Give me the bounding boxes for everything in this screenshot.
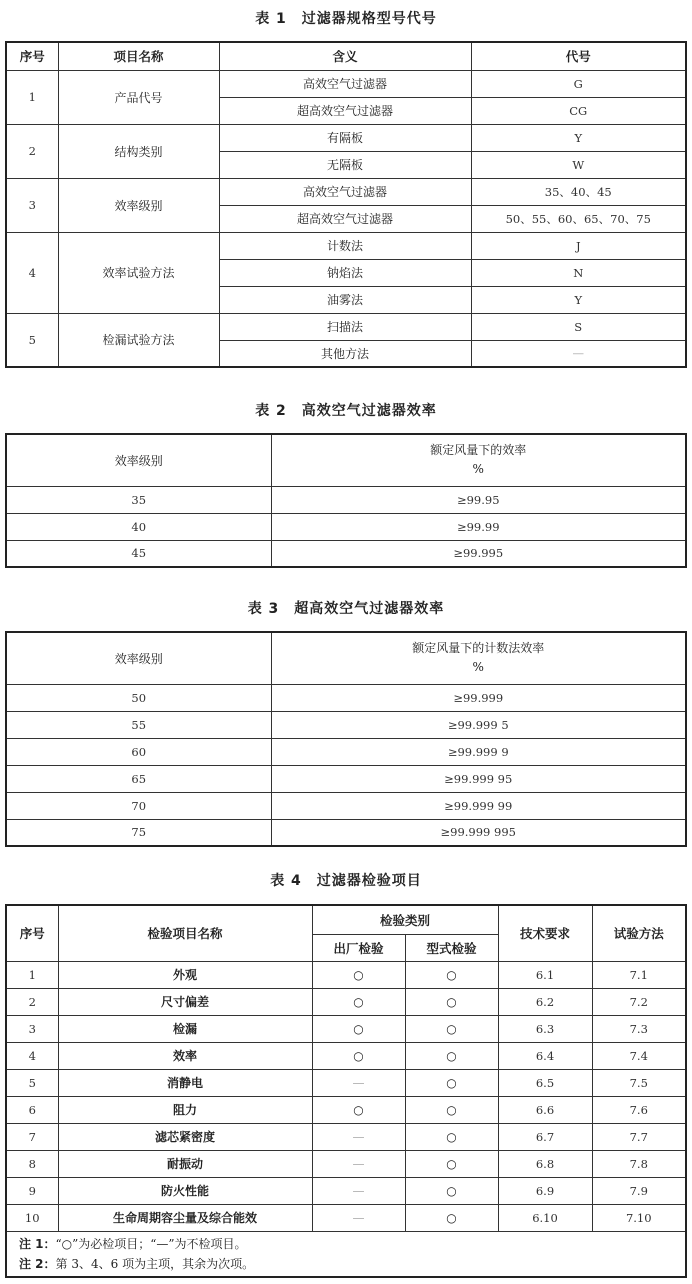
table1-meaning: 高效空气过滤器 bbox=[219, 70, 471, 97]
table2 bbox=[5, 433, 687, 568]
table4-type: ○ bbox=[405, 1150, 498, 1177]
table4-type: ○ bbox=[405, 1096, 498, 1123]
table4-no: 10 bbox=[6, 1204, 58, 1231]
table1-meaning: 超高效空气过滤器 bbox=[219, 205, 471, 232]
table1-item-name: 产品代号 bbox=[58, 70, 219, 124]
table4-factory: — bbox=[312, 1069, 405, 1096]
table1-code: G bbox=[471, 70, 686, 97]
note-label: 注 2： bbox=[19, 1256, 56, 1271]
table3-header-unit: % bbox=[472, 660, 484, 675]
table1-code: CG bbox=[471, 97, 686, 124]
table-row bbox=[6, 1123, 686, 1150]
table1 bbox=[5, 41, 687, 368]
table4-factory: ○ bbox=[312, 1042, 405, 1069]
table-row bbox=[6, 684, 686, 711]
table1-meaning: 其他方法 bbox=[219, 340, 471, 367]
table-row bbox=[6, 1177, 686, 1204]
table1-header-row bbox=[6, 42, 686, 70]
table-row bbox=[6, 765, 686, 792]
table1-meaning: 有隔板 bbox=[219, 124, 471, 151]
table2-efficiency: ≥99.995 bbox=[271, 540, 686, 567]
table4-item: 外观 bbox=[58, 961, 312, 988]
table3-title: 表 3 超高效空气过滤器效率 bbox=[247, 601, 445, 617]
table1-meaning: 超高效空气过滤器 bbox=[219, 97, 471, 124]
table4-tech: 6.6 bbox=[498, 1096, 592, 1123]
table1-title: 表 1 过滤器规格型号代号 bbox=[255, 11, 437, 27]
table4-tech: 6.5 bbox=[498, 1069, 592, 1096]
table-row bbox=[6, 1069, 686, 1096]
table4-notes-row bbox=[6, 1231, 686, 1277]
table1-code: — bbox=[471, 340, 686, 367]
table1-header-item: 项目名称 bbox=[58, 42, 219, 70]
table4-item: 耐振动 bbox=[58, 1150, 312, 1177]
table2-grade: 45 bbox=[6, 540, 271, 567]
table4-factory: ○ bbox=[312, 988, 405, 1015]
table-row bbox=[6, 313, 686, 340]
table2-header-efficiency-label: 额定风量下的效率 bbox=[430, 443, 527, 458]
table1-code: 35、40、45 bbox=[471, 178, 686, 205]
table4-factory: ○ bbox=[312, 961, 405, 988]
table1-meaning: 高效空气过滤器 bbox=[219, 178, 471, 205]
note-text: 第 3、4、6 项为主项，其余为次项。 bbox=[55, 1256, 255, 1271]
table4-item: 效率 bbox=[58, 1042, 312, 1069]
table3-grade: 50 bbox=[6, 684, 271, 711]
table3-header-efficiency bbox=[271, 632, 686, 684]
table-row bbox=[6, 1015, 686, 1042]
table1-code: W bbox=[471, 151, 686, 178]
table4-title: 表 4 过滤器检验项目 bbox=[270, 873, 422, 889]
table1-header-code: 代号 bbox=[471, 42, 686, 70]
table-row bbox=[6, 1096, 686, 1123]
table4-no: 9 bbox=[6, 1177, 58, 1204]
table4-method: 7.7 bbox=[592, 1123, 686, 1150]
table1-code: 50、55、60、65、70、75 bbox=[471, 205, 686, 232]
table4-factory: ○ bbox=[312, 1015, 405, 1042]
table4-item: 尺寸偏差 bbox=[58, 988, 312, 1015]
table4 bbox=[5, 904, 687, 1278]
table1-code: N bbox=[471, 259, 686, 286]
table4-type: ○ bbox=[405, 988, 498, 1015]
table4-type: ○ bbox=[405, 1204, 498, 1231]
table-row bbox=[6, 486, 686, 513]
table1-code: S bbox=[471, 313, 686, 340]
table2-title: 表 2 高效空气过滤器效率 bbox=[255, 403, 437, 419]
table1-meaning: 扫描法 bbox=[219, 313, 471, 340]
table-row bbox=[6, 711, 686, 738]
table4-header-method: 试验方法 bbox=[592, 905, 686, 961]
note-label: 注 1： bbox=[19, 1236, 56, 1251]
table1-code: Y bbox=[471, 124, 686, 151]
table1-meaning: 无隔板 bbox=[219, 151, 471, 178]
table4-no: 3 bbox=[6, 1015, 58, 1042]
table1-item-name: 检漏试验方法 bbox=[58, 313, 219, 367]
table3-header-row bbox=[6, 632, 686, 684]
table4-type: ○ bbox=[405, 1069, 498, 1096]
table4-item: 生命周期容尘量及综合能效 bbox=[58, 1204, 312, 1231]
table1-code: Y bbox=[471, 286, 686, 313]
table4-tech: 6.10 bbox=[498, 1204, 592, 1231]
table4-factory: — bbox=[312, 1150, 405, 1177]
table4-header-item: 检验项目名称 bbox=[58, 905, 312, 961]
table3-efficiency: ≥99.999 995 bbox=[271, 819, 686, 846]
table3-grade: 70 bbox=[6, 792, 271, 819]
table4-method: 7.6 bbox=[592, 1096, 686, 1123]
table4-tech: 6.7 bbox=[498, 1123, 592, 1150]
table4-type: ○ bbox=[405, 1123, 498, 1150]
table1-meaning: 油雾法 bbox=[219, 286, 471, 313]
table-row bbox=[6, 178, 686, 205]
table3-grade: 60 bbox=[6, 738, 271, 765]
table4-note-2 bbox=[19, 1254, 685, 1274]
table3-efficiency: ≥99.999 5 bbox=[271, 711, 686, 738]
table-row bbox=[6, 1150, 686, 1177]
table4-tech: 6.9 bbox=[498, 1177, 592, 1204]
table-row bbox=[6, 819, 686, 846]
table4-no: 2 bbox=[6, 988, 58, 1015]
table2-header-efficiency bbox=[271, 434, 686, 486]
table4-header-factory: 出厂检验 bbox=[312, 934, 405, 961]
table4-no: 5 bbox=[6, 1069, 58, 1096]
table2-grade: 40 bbox=[6, 513, 271, 540]
table-row bbox=[6, 792, 686, 819]
table1-item-name: 效率试验方法 bbox=[58, 232, 219, 313]
table4-factory: — bbox=[312, 1123, 405, 1150]
table-row bbox=[6, 988, 686, 1015]
table2-efficiency: ≥99.95 bbox=[271, 486, 686, 513]
table4-item: 阻力 bbox=[58, 1096, 312, 1123]
note-text: “○”为必检项目；“—”为不检项目。 bbox=[55, 1236, 247, 1251]
table-row bbox=[6, 70, 686, 97]
table1-item-name: 结构类别 bbox=[58, 124, 219, 178]
table3-header-grade: 效率级别 bbox=[6, 632, 271, 684]
table4-tech: 6.3 bbox=[498, 1015, 592, 1042]
table4-header-no: 序号 bbox=[6, 905, 58, 961]
table1-item-name: 效率级别 bbox=[58, 178, 219, 232]
table1-header-meaning: 含义 bbox=[219, 42, 471, 70]
table3-grade: 65 bbox=[6, 765, 271, 792]
table-row bbox=[6, 961, 686, 988]
table4-method: 7.4 bbox=[592, 1042, 686, 1069]
table4-tech: 6.2 bbox=[498, 988, 592, 1015]
table4-factory: — bbox=[312, 1177, 405, 1204]
table4-type: ○ bbox=[405, 1015, 498, 1042]
table-row bbox=[6, 1204, 686, 1231]
table1-no: 5 bbox=[6, 313, 58, 367]
table4-method: 7.10 bbox=[592, 1204, 686, 1231]
table4-item: 检漏 bbox=[58, 1015, 312, 1042]
table4-no: 1 bbox=[6, 961, 58, 988]
table3-efficiency: ≥99.999 bbox=[271, 684, 686, 711]
table1-code: J bbox=[471, 232, 686, 259]
table4-method: 7.9 bbox=[592, 1177, 686, 1204]
table4-no: 8 bbox=[6, 1150, 58, 1177]
table3-grade: 75 bbox=[6, 819, 271, 846]
table4-header-category: 检验类别 bbox=[312, 905, 498, 934]
table4-item: 防火性能 bbox=[58, 1177, 312, 1204]
table2-efficiency: ≥99.99 bbox=[271, 513, 686, 540]
table3-efficiency: ≥99.999 99 bbox=[271, 792, 686, 819]
table3-efficiency: ≥99.999 95 bbox=[271, 765, 686, 792]
table4-no: 4 bbox=[6, 1042, 58, 1069]
table4-header-tech: 技术要求 bbox=[498, 905, 592, 961]
table2-header-grade: 效率级别 bbox=[6, 434, 271, 486]
table4-factory: ○ bbox=[312, 1096, 405, 1123]
table1-meaning: 钠焰法 bbox=[219, 259, 471, 286]
table4-header-type: 型式检验 bbox=[405, 934, 498, 961]
table-row bbox=[6, 738, 686, 765]
table4-no: 6 bbox=[6, 1096, 58, 1123]
table4-method: 7.5 bbox=[592, 1069, 686, 1096]
table4-note-1 bbox=[19, 1234, 685, 1254]
table1-no: 4 bbox=[6, 232, 58, 313]
table4-no: 7 bbox=[6, 1123, 58, 1150]
table2-header-unit: % bbox=[472, 462, 484, 477]
table4-tech: 6.8 bbox=[498, 1150, 592, 1177]
table4-type: ○ bbox=[405, 1042, 498, 1069]
table4-type: ○ bbox=[405, 1177, 498, 1204]
table1-no: 1 bbox=[6, 70, 58, 124]
table3-header-efficiency-label: 额定风量下的计数法效率 bbox=[412, 641, 545, 656]
table-row bbox=[6, 540, 686, 567]
table1-no: 2 bbox=[6, 124, 58, 178]
table4-method: 7.2 bbox=[592, 988, 686, 1015]
table2-header-row bbox=[6, 434, 686, 486]
table4-tech: 6.4 bbox=[498, 1042, 592, 1069]
table-row bbox=[6, 513, 686, 540]
table3-efficiency: ≥99.999 9 bbox=[271, 738, 686, 765]
table1-no: 3 bbox=[6, 178, 58, 232]
table4-factory: — bbox=[312, 1204, 405, 1231]
table4-method: 7.3 bbox=[592, 1015, 686, 1042]
table-row bbox=[6, 124, 686, 151]
table-row bbox=[6, 232, 686, 259]
table1-meaning: 计数法 bbox=[219, 232, 471, 259]
table-row bbox=[6, 1042, 686, 1069]
table4-item: 滤芯紧密度 bbox=[58, 1123, 312, 1150]
table4-method: 7.1 bbox=[592, 961, 686, 988]
table4-header-row bbox=[6, 905, 686, 934]
table1-header-no: 序号 bbox=[6, 42, 58, 70]
table4-notes bbox=[6, 1231, 686, 1277]
table4-tech: 6.1 bbox=[498, 961, 592, 988]
table3-grade: 55 bbox=[6, 711, 271, 738]
table4-item: 消静电 bbox=[58, 1069, 312, 1096]
table4-method: 7.8 bbox=[592, 1150, 686, 1177]
table4-type: ○ bbox=[405, 961, 498, 988]
table3 bbox=[5, 631, 687, 847]
table2-grade: 35 bbox=[6, 486, 271, 513]
